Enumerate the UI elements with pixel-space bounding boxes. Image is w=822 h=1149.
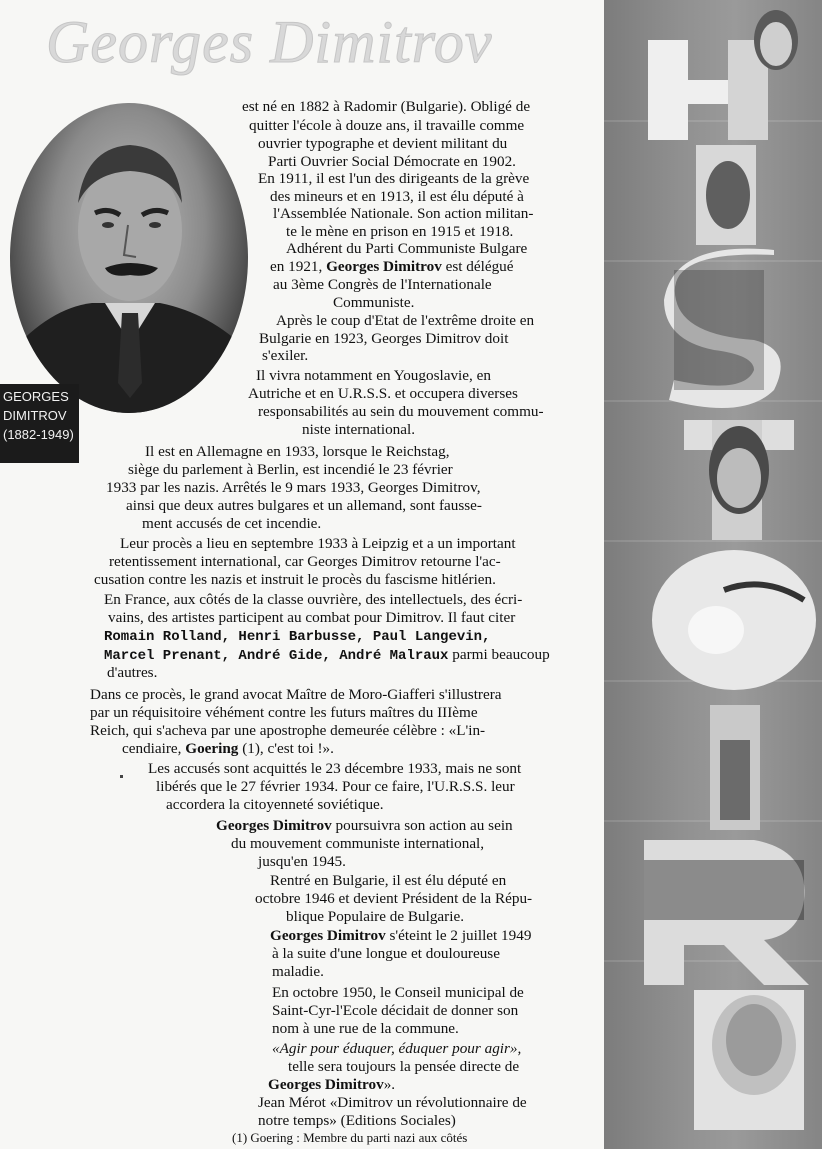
text-line bbox=[270, 258, 514, 276]
text-line: des mineurs et en 1913, il est élu député à bbox=[270, 188, 524, 205]
person-name: Georges Dimitrov bbox=[270, 927, 386, 944]
text-line: Parti Ouvrier Social Démocrate en 1902. bbox=[268, 153, 516, 170]
caption-line: DIMITROV bbox=[3, 408, 67, 423]
text-line: 1933 par les nazis. Arrêtés le 9 mars 1933, Georges Dimitrov, bbox=[106, 479, 481, 496]
text-line: à la suite d'une longue et douloureuse bbox=[272, 945, 500, 962]
text-line: Leur procès a lieu en septembre 1933 à Leipzig et a un important bbox=[120, 535, 516, 552]
text-line: responsabilités au sein du mouvement commu- bbox=[258, 403, 544, 420]
caption-line: (1882-1949) bbox=[3, 427, 74, 442]
history-letters bbox=[604, 0, 822, 1149]
footnote-line bbox=[218, 1146, 238, 1147]
person-name: Georges Dimitrov bbox=[326, 258, 442, 275]
quote-line: «Agir pour éduquer, éduquer pour agir», bbox=[272, 1040, 522, 1057]
text-line: Saint-Cyr-l'Ecole décidait de donner son bbox=[272, 1002, 519, 1019]
text-line: ouvrier typographe et devient militant du bbox=[258, 135, 508, 152]
text-line: siège du parlement à Berlin, est incendié le 23 février bbox=[128, 461, 453, 478]
text-line: Adhérent du Parti Communiste Bulgare bbox=[286, 240, 528, 257]
text-line bbox=[104, 646, 550, 665]
footnote-line: (1) Goering : Membre du parti nazi aux côtés bbox=[232, 1130, 468, 1145]
text-line bbox=[270, 927, 531, 945]
portrait-photo bbox=[10, 103, 248, 413]
portrait-figure bbox=[10, 103, 248, 413]
text-line: retentissement international, car Georges Dimitrov retourne l'ac- bbox=[109, 553, 501, 570]
source-line: Jean Mérot «Dimitrov un révolutionnaire de bbox=[258, 1094, 527, 1111]
text-line: s'exiler. bbox=[262, 347, 309, 364]
text-line: Communiste. bbox=[333, 294, 415, 311]
text-line: vains, des artistes participent au combat pour Dimitrov. Il faut citer bbox=[108, 609, 516, 626]
text-line: cusation contre les nazis et instruit le procès du fascisme hitlérien. bbox=[94, 571, 496, 588]
person-name: Georges Dimitrov bbox=[216, 817, 332, 834]
text-line: ment accusés de cet incendie. bbox=[142, 515, 322, 532]
text-line: ainsi que deux autres bulgares et un allemand, sont fausse- bbox=[126, 497, 482, 514]
text-line: quitter l'école à douze ans, il travaille comme bbox=[249, 117, 525, 134]
text-span: poursuivra son action au sein bbox=[335, 817, 513, 834]
text-span: ». bbox=[383, 1076, 396, 1093]
text-span: parmi beaucoup bbox=[452, 646, 550, 663]
text-line: accordera la citoyenneté soviétique. bbox=[166, 796, 384, 813]
person-names: Romain Rolland, Henri Barbusse, Paul Langevin, bbox=[104, 629, 491, 645]
text-line: niste international. bbox=[302, 421, 416, 438]
text-line: Les accusés sont acquittés le 23 décembre 1933, mais ne sont bbox=[148, 760, 522, 777]
text-line: te le mène en prison en 1915 et 1918. bbox=[286, 223, 514, 240]
page-title: Georges Dimitrov bbox=[46, 9, 493, 75]
person-name: Goering bbox=[185, 740, 239, 757]
text-line: En France, aux côtés de la classe ouvrière, des intellectuels, des écri- bbox=[104, 591, 523, 608]
text-line: Autriche et en U.R.S.S. et occupera diverses bbox=[248, 385, 518, 402]
text-line bbox=[122, 740, 334, 758]
text-span: en 1921, bbox=[270, 258, 323, 275]
text-line: blique Populaire de Bulgarie. bbox=[286, 908, 464, 925]
print-speck bbox=[120, 775, 123, 778]
text-line: jusqu'en 1945. bbox=[258, 853, 346, 870]
text-line: telle sera toujours la pensée directe de bbox=[288, 1058, 520, 1075]
text-line: Dans ce procès, le grand avocat Maître de Moro-Giafferi s'illustrera bbox=[90, 686, 502, 703]
text-line: octobre 1946 et devient Président de la Répu- bbox=[255, 890, 533, 907]
text-line: Il vivra notamment en Yougoslavie, en bbox=[256, 367, 491, 384]
source-line: notre temps» (Editions Sociales) bbox=[258, 1112, 456, 1129]
text-line: l'Assemblée Nationale. Son action militan- bbox=[273, 205, 534, 222]
text-line bbox=[268, 1076, 395, 1094]
footnote-line bbox=[200, 1147, 219, 1148]
text-line: Il est en Allemagne en 1933, lorsque le Reichstag, bbox=[145, 443, 450, 460]
person-name: Georges Dimitrov bbox=[268, 1076, 384, 1093]
text-span: cendiaire, bbox=[122, 740, 182, 757]
person-names: Marcel Prenant, André Gide, André Malraux bbox=[104, 648, 449, 664]
text-line: Bulgarie en 1923, Georges Dimitrov doit bbox=[259, 330, 509, 347]
text-line: Rentré en Bulgarie, il est élu député en bbox=[270, 872, 507, 889]
text-line: En octobre 1950, le Conseil municipal de bbox=[272, 984, 524, 1001]
text-line: par un réquisitoire véhément contre les futurs maîtres du IIIème bbox=[90, 704, 478, 721]
portrait-caption bbox=[0, 384, 79, 463]
text-line: libérés que le 27 février 1934. Pour ce faire, l'U.R.S.S. leur bbox=[156, 778, 515, 795]
text-line: est né en 1882 à Radomir (Bulgarie). Obligé de bbox=[242, 98, 531, 115]
caption-line: GEORGES bbox=[3, 389, 69, 404]
text-line: d'autres. bbox=[107, 664, 158, 681]
text-line bbox=[216, 817, 513, 835]
text-span: s'éteint le 2 juillet 1949 bbox=[389, 927, 532, 944]
history-side-strip bbox=[604, 0, 822, 1149]
text-line: du mouvement communiste international, bbox=[231, 835, 485, 852]
text-line: Reich, qui s'acheva par une apostrophe demeurée célèbre : «L'in- bbox=[90, 722, 486, 739]
text-line: nom à une rue de la commune. bbox=[272, 1020, 459, 1037]
text-line: au 3ème Congrès de l'Internationale bbox=[273, 276, 492, 293]
text-span: (1), c'est toi !». bbox=[242, 740, 334, 757]
text-line: maladie. bbox=[272, 963, 324, 980]
letter-h-block bbox=[648, 10, 798, 140]
text-span: est délégué bbox=[445, 258, 514, 275]
text-line: En 1911, il est l'un des dirigeants de la grève bbox=[258, 170, 530, 187]
text-line: Après le coup d'Etat de l'extrême droite en bbox=[276, 312, 535, 329]
